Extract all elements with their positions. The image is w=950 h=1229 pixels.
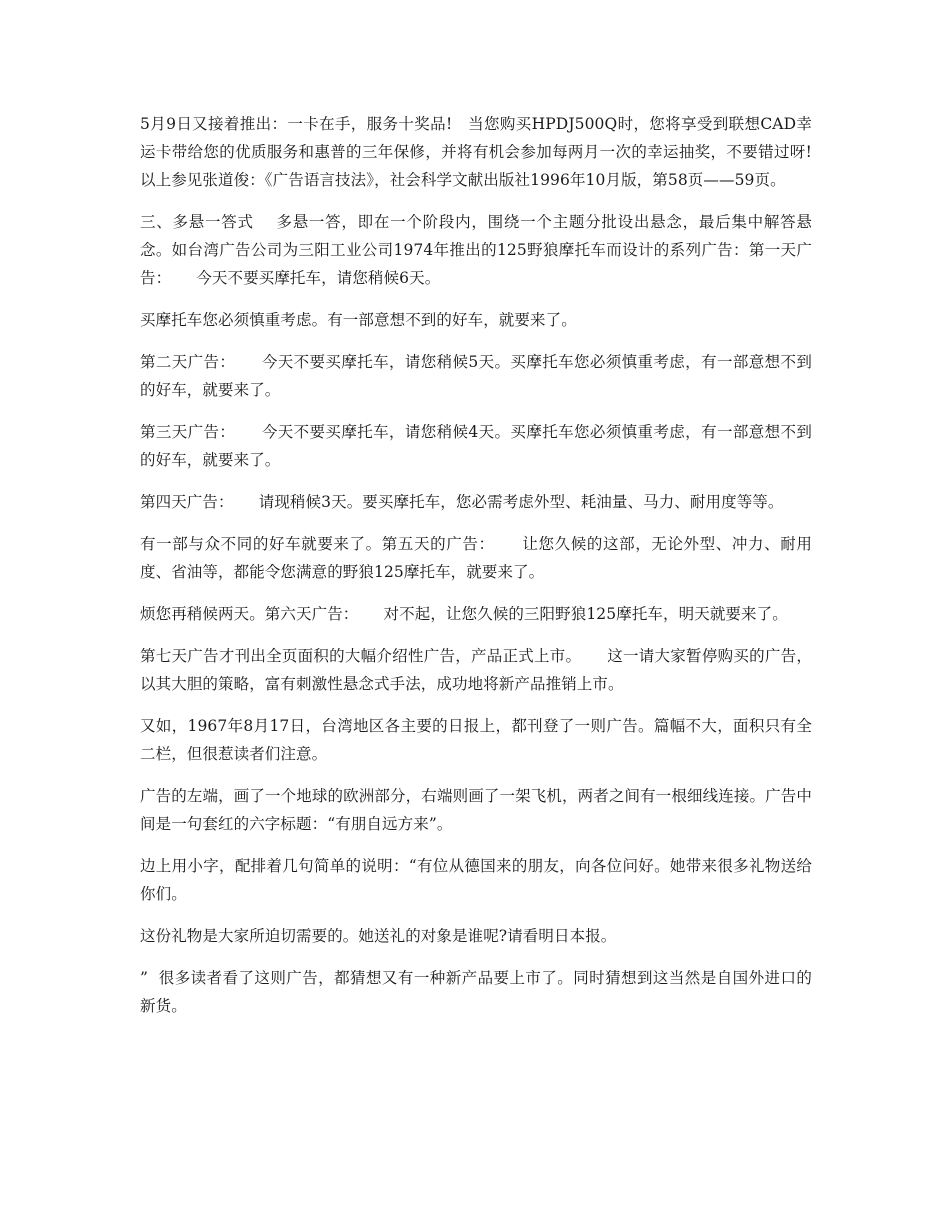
paragraph-9: 第七天广告才刊出全页面积的大幅介绍性广告，产品正式上市。 这一请大家暂停购买的广告，以其大胆的策略，富有刺激性悬念式手法，成功地将新产品推销上市。 — [140, 647, 812, 693]
paragraph-3: 买摩托车您必须慎重考虑。有一部意想不到的好车，就要来了。 — [140, 311, 577, 329]
paragraph-7: 有一部与众不同的好车就要来了。第五天的广告： 让您久候的这部，无论外型、冲力、耐用度、省油等，都能令您满意的野狼125摩托车，就要来了。 — [140, 535, 812, 581]
paragraph-5: 第三天广告： 今天不要买摩托车，请您稍候4天。买摩托车您必须慎重考虑，有一部意想不到的好车，就要来了。 — [140, 423, 812, 469]
paragraph-6: 第四天广告： 请现稍候3天。要买摩托车，您必需考虑外型、耗油量、马力、耐用度等等。 — [140, 493, 784, 511]
paragraph-2: 三、多悬一答式 多悬一答，即在一个阶段内，围绕一个主题分批设出悬念，最后集中解答悬念。如台湾广告公司为三阳工业公司1974年推出的125野狼摩托车而设计的系列广告：第一天广告： 今天不要买摩托车，请您稍候6天。 — [140, 213, 812, 287]
paragraph-4: 第二天广告： 今天不要买摩托车，请您稍候5天。买摩托车您必须慎重考虑，有一部意想不到的好车，就要来了。 — [140, 353, 812, 399]
paragraph-10: 又如，1967年8月17日，台湾地区各主要的日报上，都刊登了一则广告。篇幅不大，面积只有全二栏，但很惹读者们注意。 — [140, 717, 812, 763]
paragraph-12: 边上用小字，配排着几句简单的说明：“有位从德国来的朋友，向各位问好。她带来很多礼物送给你们。 — [140, 857, 812, 903]
paragraph-13: 这份礼物是大家所迫切需要的。她送礼的对象是谁呢?请看明日本报。 — [140, 927, 617, 945]
document-page — [140, 110, 812, 1034]
paragraph-11: 广告的左端，画了一个地球的欧洲部分，右端则画了一架飞机，两者之间有一根细线连接。广告中间是一句套红的六字标题：“有朋自远方来”。 — [140, 787, 812, 833]
paragraph-1: 5月9日又接着推出：一卡在手，服务十奖品! 当您购买HPDJ500Q时，您将享受到联想CAD幸运卡带给您的优质服务和惠普的三年保修，并将有机会参加每两月一次的幸运抽奖，不要错过呀!以上参见张道俊：《广告语言技法》，社会科学文献出版社1996年10月版，第58页——59页。 — [140, 115, 812, 189]
paragraph-8: 烦您再稍候两天。第六天广告： 对不起，让您久候的三阳野狼125摩托车，明天就要来了。 — [140, 605, 788, 623]
paragraph-14: ” 很多读者看了这则广告，都猜想又有一种新产品要上市了。同时猜想到这当然是自国外进口的新货。 — [140, 969, 812, 1015]
